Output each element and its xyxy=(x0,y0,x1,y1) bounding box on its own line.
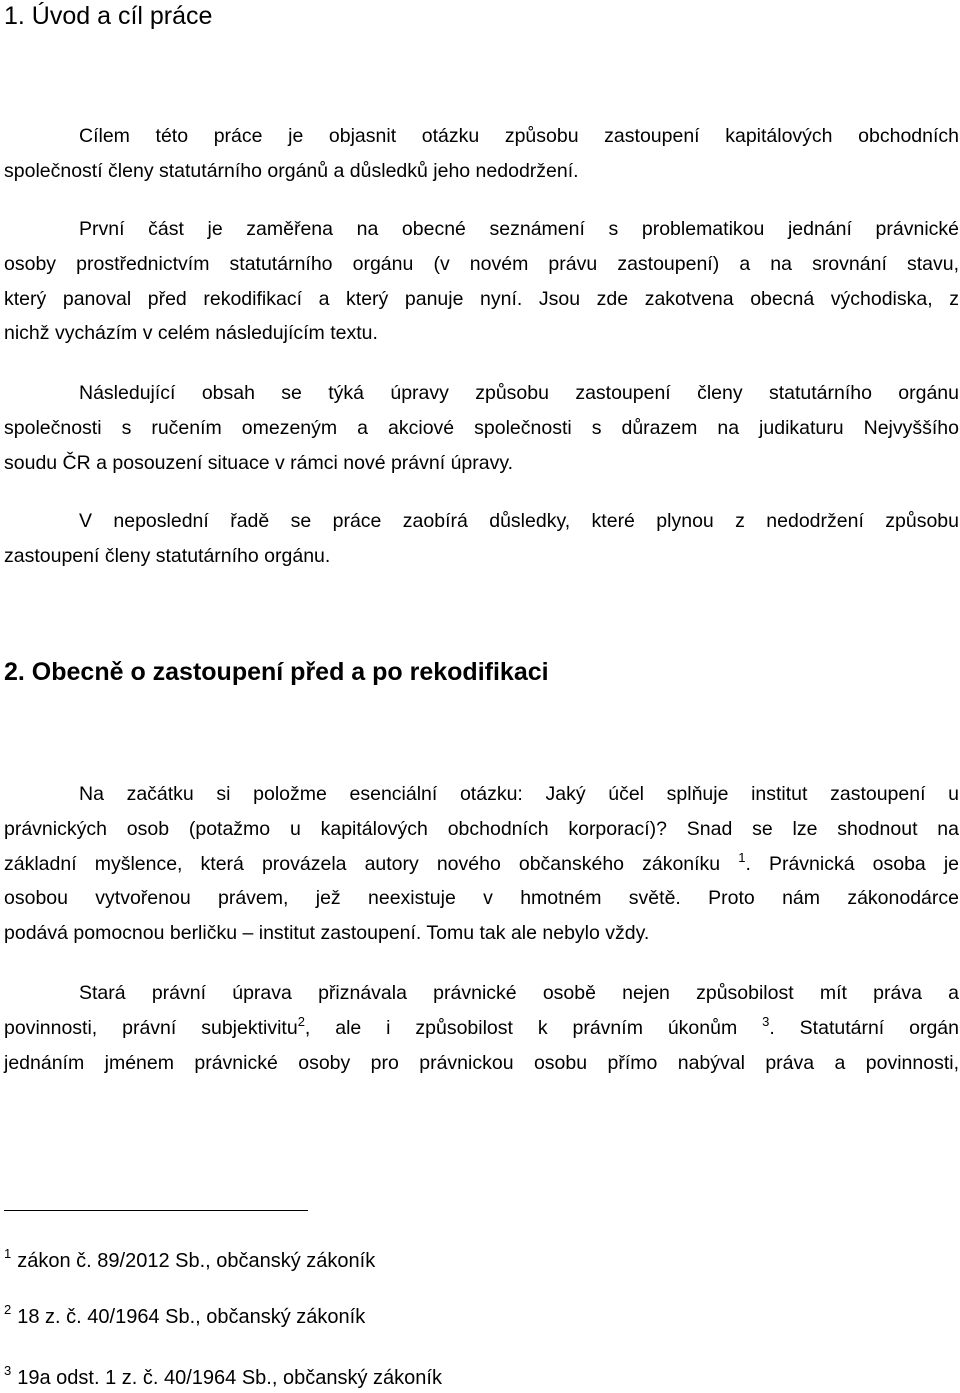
paragraph-consequences xyxy=(4,504,959,574)
text-line: společnosti s ručením omezeným a akciové společnosti s důrazem na judikaturu Nejvyššího xyxy=(4,416,959,439)
text-segment: , ale i způsobilost k právním úkonům xyxy=(304,1016,738,1039)
text-line: soudu ČR a posouzení situace v rámci nové právní úpravy. xyxy=(4,451,514,474)
section-heading-1: 1. Úvod a cíl práce xyxy=(4,2,213,30)
paragraph-old-regulation xyxy=(4,976,959,1080)
footnote-mark: 3 xyxy=(4,1363,12,1378)
text-segment: . Právnická osoba je xyxy=(745,852,960,875)
paragraph-goal xyxy=(4,119,959,189)
text-line: Následující obsah se týká úpravy způsobu zastoupení členy statutárního orgánu xyxy=(79,382,959,404)
text-line: Cílem této práce je objasnit otázku způsobu zastoupení kapitálových obchodních xyxy=(79,125,959,147)
text-line xyxy=(4,1011,959,1046)
text-line: První část je zaměřena na obecné seznámení s problematikou jednání právnické xyxy=(79,218,959,240)
footnote-mark: 1 xyxy=(4,1246,12,1261)
paragraph-essential-question xyxy=(4,777,959,951)
footnote-separator xyxy=(4,1210,308,1211)
text-line: nichž vycházím v celém následujícím textu. xyxy=(4,322,378,345)
paragraph-following-content xyxy=(4,376,959,480)
text-line: zastoupení členy statutárního orgánu. xyxy=(4,544,331,567)
text-segment: povinnosti, právní subjektivitu xyxy=(4,1016,298,1039)
footnote-1 xyxy=(4,1247,375,1275)
text-line: V neposlední řadě se práce zaobírá důsledky, které plynou z nedodržení způsobu xyxy=(79,510,959,532)
text-line: Na začátku si položme esenciální otázku: Jaký účel splňuje institut zastoupení u xyxy=(79,783,959,805)
text-segment: základní myšlence, která provázela autory nového občanského zákoníku xyxy=(4,852,721,875)
text-line: který panoval před rekodifikací a který panuje nyní. Jsou zde zakotvena obecná východiska, z xyxy=(4,287,959,310)
footnote-2 xyxy=(4,1303,365,1331)
footnote-text: 19a odst. 1 z. č. 40/1964 Sb., občanský zákoník xyxy=(17,1367,442,1389)
footnote-reference[interactable]: 3 xyxy=(762,1013,770,1029)
text-line: osoby prostřednictvím statutárního orgánu (v novém právu zastoupení) a na srovnání stavu, xyxy=(4,252,959,275)
footnote-reference[interactable]: 1 xyxy=(738,849,746,865)
text-line: právnických osob (potažmo u kapitálových obchodních korporací)? Snad se lze shodnout na xyxy=(4,817,959,840)
text-line: jednáním jménem právnické osoby pro právnickou osobu přímo nabýval práva a povinnosti, xyxy=(4,1051,959,1074)
paragraph-first-part xyxy=(4,212,959,351)
text-line: společností členy statutárního orgánů a důsledků jeho nedodržení. xyxy=(4,159,579,182)
footnote-3 xyxy=(4,1364,442,1392)
footnote-text: zákon č. 89/2012 Sb., občanský zákoník xyxy=(17,1250,376,1272)
text-line: osobou vytvořenou právem, jež neexistuje v hmotném světě. Proto nám zákonodárce xyxy=(4,887,959,910)
section-heading-2: 2. Obecně o zastoupení před a po rekodifikaci xyxy=(4,658,549,686)
footnote-mark: 2 xyxy=(4,1302,12,1317)
text-segment: . Statutární orgán xyxy=(769,1016,960,1039)
text-line: Stará právní úprava přiznávala právnické osobě nejen způsobilost mít práva a xyxy=(79,982,959,1004)
text-line: podává pomocnou berličku – institut zastoupení. Tomu tak ale nebylo vždy. xyxy=(4,922,650,945)
text-line xyxy=(4,847,959,882)
footnote-reference[interactable]: 2 xyxy=(297,1013,305,1029)
footnote-text: 18 z. č. 40/1964 Sb., občanský zákoník xyxy=(17,1306,366,1328)
